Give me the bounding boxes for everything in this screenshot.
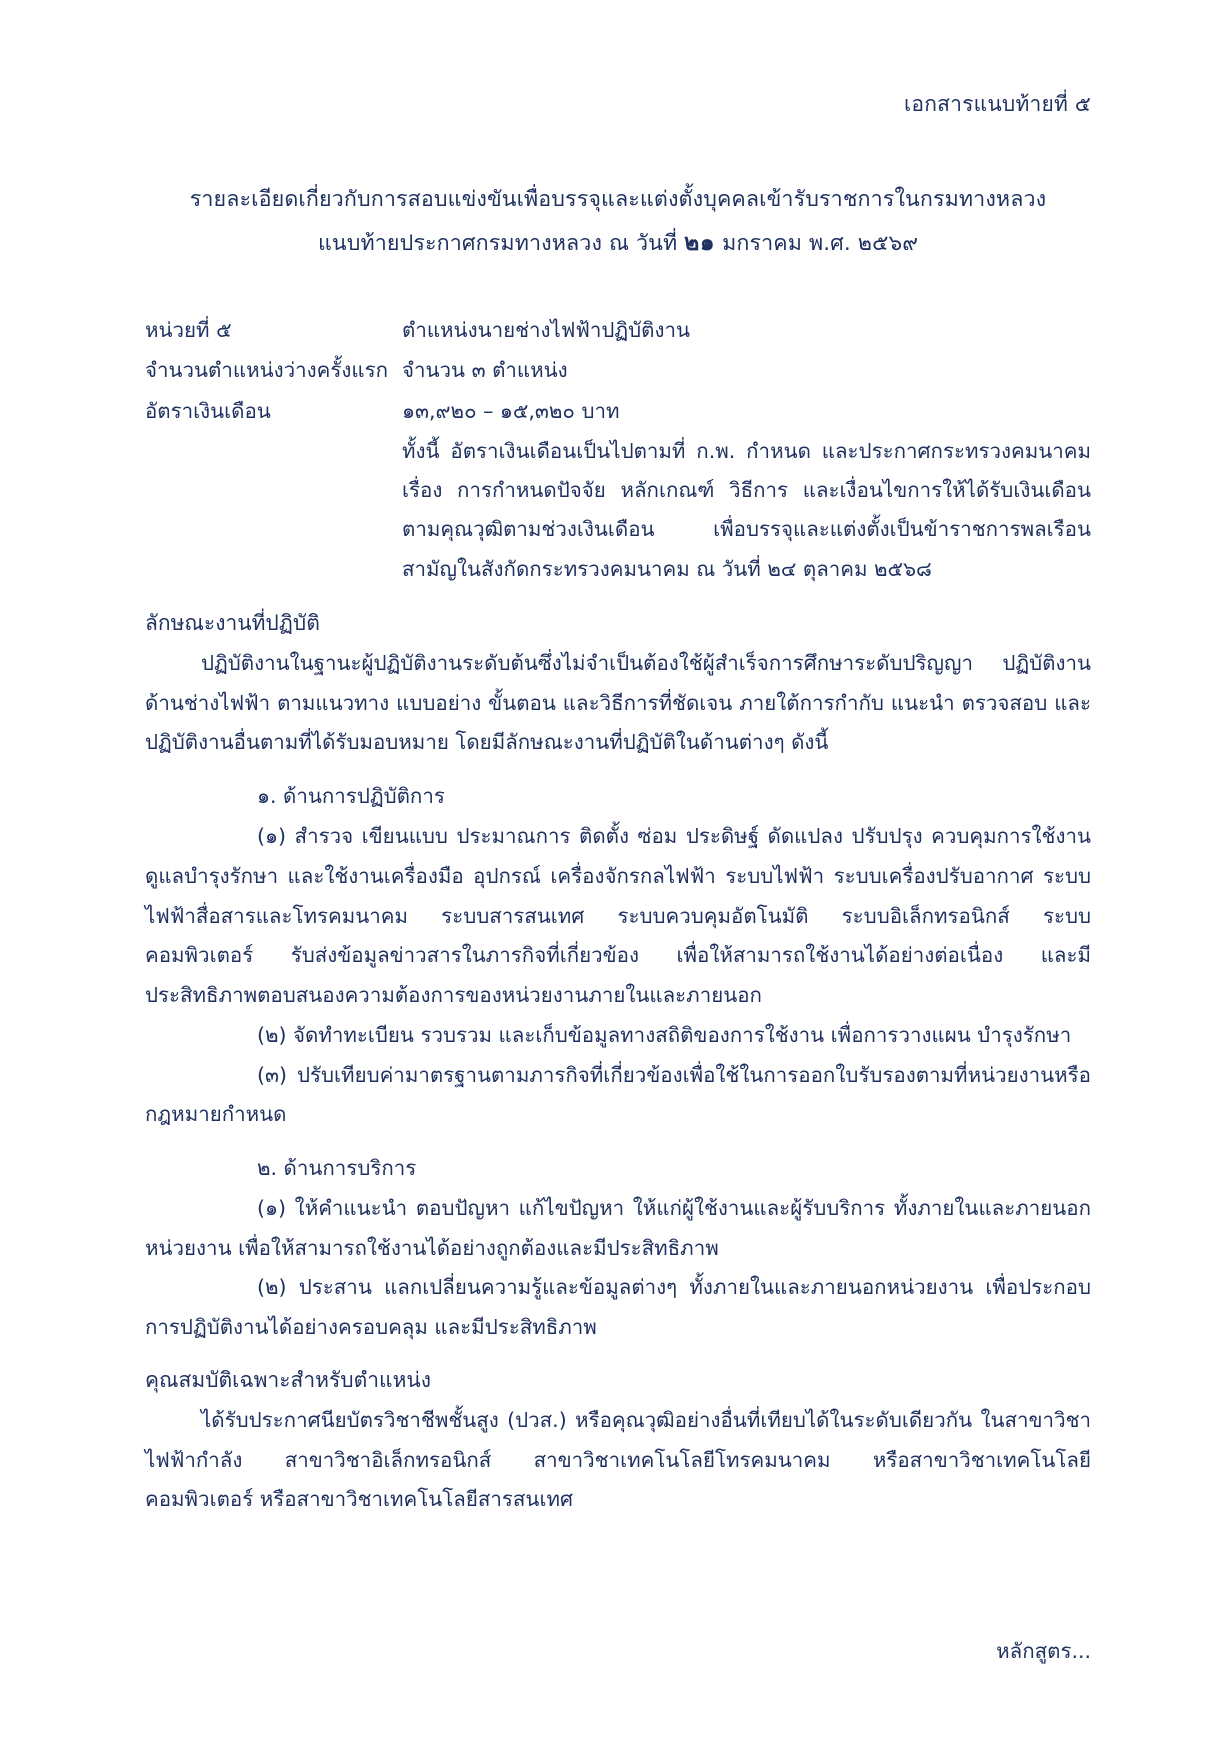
salary-label: อัตราเงินเดือน bbox=[145, 398, 271, 423]
table-row bbox=[145, 432, 1091, 589]
unit-label: หน่วยที่ ๕ bbox=[145, 317, 232, 342]
salary-value: ๑๓,๙๒๐ – ๑๕,๓๒๐ บาท bbox=[402, 398, 620, 423]
document-title-block bbox=[145, 179, 1091, 266]
attachment-tag: เอกสารแนบท้ายที่ ๕ bbox=[904, 92, 1091, 116]
job-nature-heading: ลักษณะงานที่ปฏิบัติ bbox=[145, 610, 320, 635]
table-row bbox=[145, 391, 1091, 432]
job-nature-intro: ปฏิบัติงานในฐานะผู้ปฏิบัติงานระดับต้นซึ่งไม่จำเป็นต้องใช้ผู้สำเร็จการศึกษาระดับปริญญา ปฏิบัติงานด้านช่างไฟฟ้า ตามแนวทาง แบบอย่าง ขั้นตอน และวิธีการที่ชัดเจน ภายใต้การกำกับ แนะนำ ตรวจสอบ และปฏิบัติงานอื่นตามที่ได้รับมอบหมาย โดยมีลักษณะงานที่ปฏิบัติในด้านต่างๆ ดังนี้ bbox=[145, 650, 1091, 755]
section-1-item-1: (๑) สำรวจ เขียนแบบ ประมาณการ ติดตั้ง ซ่อม ประดิษฐ์ ดัดแปลง ปรับปรุง ควบคุมการใช้งาน ดูแลบำรุงรักษา และใช้งานเครื่องมือ อุปกรณ์ เครื่องจักรกลไฟฟ้า ระบบไฟฟ้า ระบบเครื่องปรับอากาศ ระบบไฟฟ้าสื่อสารและโทรคมนาคม ระบบสารสนเทศ ระบบควบคุมอัตโนมัติ ระบบอิเล็กทรอนิกส์ ระบบคอมพิวเตอร์ รับส่งข้อมูลข่าวสารในภารกิจที่เกี่ยวข้อง เพื่อให้สามารถใช้งานได้อย่างต่อเนื่อง และมีประสิทธิภาพตอบสนองความต้องการของหน่วยงานภายในและภายนอก bbox=[145, 824, 1091, 1008]
title-date-prefix: แนบท้ายประกาศกรมทางหลวง ณ วันที่ bbox=[317, 230, 678, 256]
table-row bbox=[145, 310, 1091, 351]
qualifications-heading: คุณสมบัติเฉพาะสำหรับตำแหน่ง bbox=[145, 1367, 432, 1392]
title-date-suffix: มกราคม พ.ศ. ๒๕๖๙ bbox=[722, 230, 919, 256]
position-info-table bbox=[145, 310, 1091, 589]
table-row bbox=[145, 350, 1091, 391]
document-title-line-2 bbox=[145, 221, 1091, 266]
salary-note-spacer bbox=[145, 432, 400, 589]
qualifications-body: ได้รับประกาศนียบัตรวิชาชีพชั้นสูง (ปวส.) หรือคุณวุฒิอย่างอื่นที่เทียบได้ในระดับเดียวกัน ในสาขาวิชาไฟฟ้ากำลัง สาขาวิชาอิเล็กทรอนิกส์ สาขาวิชาเทคโนโลยีโทรคมนาคม หรือสาขาวิชาเทคโนโลยีคอมพิวเตอร์ หรือสาขาวิชาเทคโนโลยีสารสนเทศ bbox=[145, 1407, 1091, 1512]
vacancy-value: จำนวน ๓ ตำแหน่ง bbox=[402, 358, 568, 383]
section-2-item-1: (๑) ให้คำแนะนำ ตอบปัญหา แก้ไขปัญหา ให้แก่ผู้ใช้งานและผู้รับบริการ ทั้งภายในและภายนอกหน่วยงาน เพื่อให้สามารถใช้งานได้อย่างถูกต้องและมีประสิทธิภาพ bbox=[145, 1195, 1091, 1260]
title-day-value: ๒๑ bbox=[684, 229, 716, 256]
section-2-item-2: (๒) ประสาน แลกเปลี่ยนความรู้และข้อมูลต่างๆ ทั้งภายในและภายนอกหน่วยงาน เพื่อประกอบการปฏิบัติงานได้อย่างครอบคลุม และมีประสิทธิภาพ bbox=[145, 1275, 1091, 1340]
unit-value: ตำแหน่งนายช่างไฟฟ้าปฏิบัติงาน bbox=[402, 317, 691, 342]
vacancy-label: จำนวนตำแหน่งว่างครั้งแรก bbox=[145, 358, 389, 383]
salary-note: ทั้งนี้ อัตราเงินเดือนเป็นไปตามที่ ก.พ. กำหนด และประกาศกระทรวงคมนาคม เรื่อง การกำหนดปัจจัย หลักเกณฑ์ วิธีการ และเงื่อนไขการให้ได้รับเงินเดือนตามคุณวุฒิตามช่วงเงินเดือน เพื่อบรรจุและแต่งตั้งเป็นข้าราชการพลเรือนสามัญในสังกัดกระทรวงคมนาคม ณ วันที่ ๒๔ ตุลาคม ๒๕๖๘ bbox=[402, 438, 1091, 581]
continuation-note: หลักสูตร... bbox=[996, 1639, 1091, 1663]
section-1-item-2: (๒) จัดทำทะเบียน รวบรวม และเก็บข้อมูลทางสถิติของการใช้งาน เพื่อการวางแผน บำรุงรักษา bbox=[257, 1022, 1072, 1047]
section-1-heading: ๑. ด้านการปฏิบัติการ bbox=[257, 784, 445, 809]
section-2-heading: ๒. ด้านการบริการ bbox=[257, 1156, 417, 1181]
document-title-line-1: รายละเอียดเกี่ยวกับการสอบแข่งขันเพื่อบรรจุและแต่งตั้งบุคคลเข้ารับราชการในกรมทางหลวง bbox=[189, 187, 1047, 212]
section-1-item-3: (๓) ปรับเทียบค่ามาตรฐานตามภารกิจที่เกี่ยวข้องเพื่อใช้ในการออกใบรับรองตามที่หน่วยงานหรือกฎหมายกำหนด bbox=[145, 1062, 1091, 1127]
